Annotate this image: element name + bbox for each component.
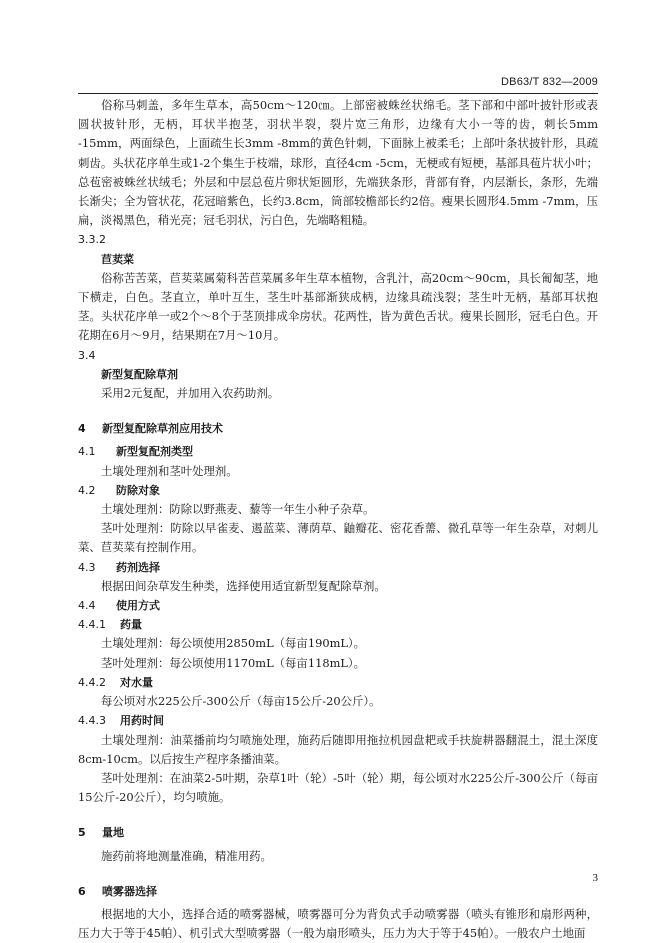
header-rule	[78, 93, 598, 94]
clause-title: 苣荬菜	[101, 252, 134, 266]
paragraph: 采用2元复配，并加用入农药助剂。	[101, 386, 280, 401]
clause-title: 新型复配除草剂	[101, 367, 178, 381]
section-heading: 4 新型复配除草剂应用技术	[78, 422, 223, 436]
paragraph: 土壤处理剂和茎叶处理剂。	[101, 463, 238, 478]
clause-number: 3.4	[78, 348, 96, 362]
clause-heading: 4.3 药剂选择	[78, 560, 160, 574]
section-heading: 5 量地	[78, 826, 124, 840]
clause-heading: 4.4.1 药量	[78, 618, 142, 632]
paragraph: 根据地的大小，选择合适的喷雾器械，喷雾器可分为背负式手动喷雾器（喷头有锥形和扇形两种，压力大于等于45帕）、机引式大型喷雾器（一般为扇形喷头，压力为大于等于45帕）。一般农户土地面	[78, 906, 598, 941]
clause-heading: 4.2 防除对象	[78, 483, 160, 497]
paragraph: 俗称苦苦菜，苣荬菜属菊科苦苣菜属多年生草本植物，含乳汁，高20cm～90cm，具长匍匐茎，地下横走，白色。茎直立，单叶互生，茎生叶基部渐狭成柄，边缘具疏浅裂；茎生叶无柄，基部耳状抱茎。头状花序单一或2个～8个于茎顶排成伞房状。花两性，皆为黄色舌状。瘦果长圆形，冠毛白色。开花期在6月～9月，结果期在7月～10月。	[78, 270, 598, 343]
paragraph: 土壤处理剂：油菜播前均匀喷施处理，施药后随即用拖拉机园盘耙或手扶旋耕器翻混土，混土深度8cm-10cm。以后按生产程序条播油菜。	[78, 732, 598, 766]
paragraph: 俗称马刺盖，多年生草本，高50cm～120㎝。上部密被蛛丝状绵毛。茎下部和中部叶披针形或表圆状披针形，无柄，耳状半抱茎，羽状半裂，裂片宽三角形，边缘有大小一等的齿，刺长5mm -15mm，两面绿色，上面疏生长3mm -8mm的黄色针刺，下面脉上被柔毛；上部叶条状披针形，具疏刺齿。头状花序单生或1-2个集生于枝端，球形，直径4cm -5cm，无梗或有短梗，基部具苞片状小叶；总苞密被蛛丝状绒毛；外层和中层总苞片卵状矩圆形，先端狭条形，背部有脊，内层渐长，条形，先端长渐尖；全为管状花，花冠暗紫色，长约3.8cm，筒部较檐部长约2倍。瘦果长圆形4.5mm -7mm，压扁，淡褐黑色，稍光亮；冠毛羽状，污白色，先端略粗糙。	[78, 98, 598, 228]
clause-heading: 4.1 新型复配剂类型	[78, 445, 193, 459]
clause-heading: 4.4.3 用药时间	[78, 714, 164, 728]
clause-number: 3.3.2	[78, 233, 106, 247]
paragraph: 根据田间杂草发生种类，选择使用适宜新型复配除草剂。	[101, 578, 386, 593]
clause-heading: 4.4.2 对水量	[78, 675, 153, 689]
paragraph: 茎叶处理剂：防除以早雀麦、遏蓝菜、薄荫草、鼬瓣花、密花香薷、微孔草等一年生杂草，对刺儿菜、苣荬菜有控制作用。	[78, 521, 598, 555]
paragraph: 土壤处理剂：防除以野燕麦、藜等一年生小种子杂草。	[101, 502, 375, 517]
clause-heading: 4.4 使用方式	[78, 599, 160, 613]
paragraph: 土壤处理剂：每公顷使用2850mL（每亩190mL）。	[101, 636, 366, 651]
paragraph: 茎叶处理剂：在油菜2-5叶期，杂草1叶（轮）-5叶（轮）期，每公顷对水225公斤-300公斤（每亩15公斤-20公斤），均匀喷施。	[78, 770, 598, 805]
standard-number: DB63/T 832—2009	[501, 76, 598, 88]
paragraph: 每公顷对水225公斤-300公斤（每亩15公斤-20公斤）。	[101, 694, 381, 709]
page-number: 3	[592, 872, 598, 884]
section-heading: 6 喷雾器选择	[78, 884, 157, 898]
paragraph: 施药前将地测量准确，精准用药。	[101, 848, 272, 863]
document-body	[78, 96, 598, 943]
paragraph: 茎叶处理剂：每公顷使用1170mL（每亩118mL）。	[101, 655, 366, 670]
